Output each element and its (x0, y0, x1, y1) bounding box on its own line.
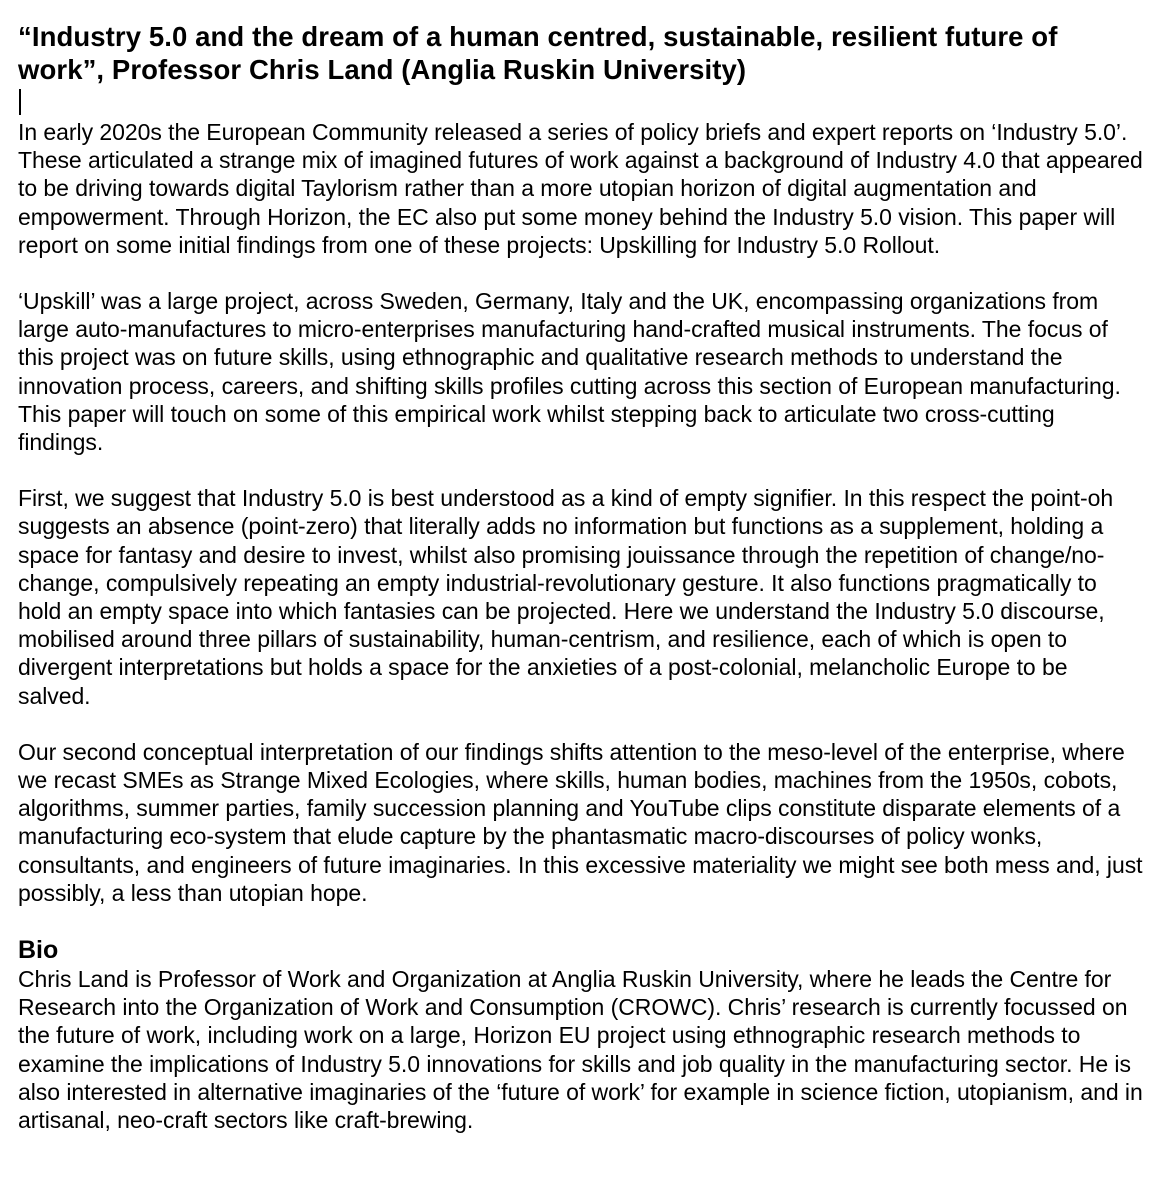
bio-text: Chris Land is Professor of Work and Organization at Anglia Ruskin University, where he leads the Centre for Research into the Organization of Work and Consumption (CROWC). Chris’ research is currently focussed on the future of work, including work on a large, Horizon EU project using ethnographic research methods to examine the implications of Industry 5.0 innovations for skills and job quality in the manufacturing sector. He is also interested in alternative imaginaries of the ‘future of work’ for example in science fiction, utopianism, and in artisanal, neo-craft sectors like craft-brewing. (18, 966, 1143, 1134)
bio-heading: Bio (18, 936, 59, 965)
document-page (18, 20, 1143, 1134)
paragraph-intro: In early 2020s the European Community released a series of policy briefs and expert reports on ‘Industry 5.0’. These articulated a strange mix of imagined futures of work against a background of Industry 4.0 that appeared to be driving towards digital Taylorism rather than a more utopian horizon of digital augmentation and empowerment. Through Horizon, the EC also put some money behind the Industry 5.0 vision. This paper will report on some initial findings from one of these projects: Upskilling for Industry 5.0 Rollout. (18, 119, 1143, 258)
paragraph-strange-mixed-ecologies: Our second conceptual interpretation of our findings shifts attention to the meso-level of the enterprise, where we recast SMEs as Strange Mixed Ecologies, where skills, human bodies, machines from the 1950s, cobots, algorithms, summer parties, family succession planning and YouTube clips constitute disparate elements of a manufacturing eco-system that elude capture by the phantasmatic macro-discourses of policy wonks, consultants, and engineers of future imaginaries. In this excessive materiality we might see both mess and, just possibly, a less than utopian hope. (18, 738, 1143, 906)
paragraph-upskill-project: ‘Upskill’ was a large project, across Sweden, Germany, Italy and the UK, encompassing organizations from large auto-manufactures to micro-enterprises manufacturing hand-crafted musical instruments. The focus of this project was on future skills, using ethnographic and qualitative research methods to understand the innovation process, careers, and shifting skills profiles cutting across this section of European manufacturing. This paper will touch on some of this empirical work whilst stepping back to articulate two cross-cutting findings. (18, 288, 1121, 456)
text-cursor (19, 89, 21, 115)
document-title: “Industry 5.0 and the dream of a human centred, sustainable, resilient future of work”, Professor Chris Land (Anglia Ruskin University) (18, 21, 1058, 85)
paragraph-empty-signifier: First, we suggest that Industry 5.0 is best understood as a kind of empty signifier. In this respect the point-oh suggests an absence (point-zero) that literally adds no information but functions as a supplement, holding a space for fantasy and desire to invest, whilst also promising jouissance through the repetition of change/no-change, compulsively repeating an empty industrial-revolutionary gesture. It also functions pragmatically to hold an empty space into which fantasies can be projected. Here we understand the Industry 5.0 discourse, mobilised around three pillars of sustainability, human-centrism, and resilience, each of which is open to divergent interpretations but holds a space for the anxieties of a post-colonial, melancholic Europe to be salved. (18, 485, 1114, 709)
